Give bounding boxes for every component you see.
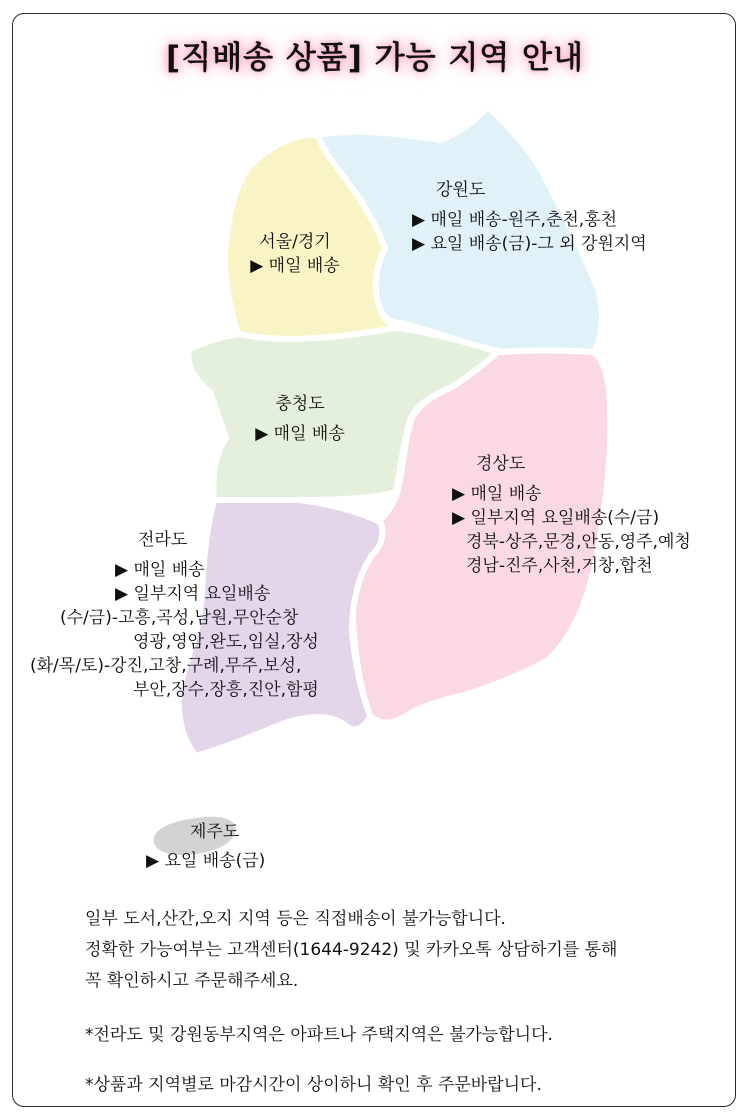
region-seoul-label [230,230,360,278]
region-jeolla-line: ▶ 매일 배송 [115,560,205,580]
region-seoul-name: 서울/경기 [259,232,331,252]
region-chungcheong-line: ▶ 매일 배송 [255,424,345,444]
region-jeju-line: ▶ 요일 배송(금) [146,851,266,871]
region-gangwon-name: 강원도 [436,180,486,200]
region-gyeongsang-line: 경북-상주,문경,안동,영주,예청 [466,532,691,552]
notice-text: 일부 도서,산간,오지 지역 등은 직접배송이 불가능합니다. [85,909,506,929]
notice-text: *상품과 지역별로 마감시간이 상이하니 확인 후 주문바랍니다. [85,1075,542,1095]
notice-text: 꼭 확인하시고 주문해주세요. [85,971,299,991]
region-gyeongsang-line: 경남-진주,사천,거창,합천 [466,556,653,576]
notice-text: 정확한 가능여부는 고객센터(1644-9242) 및 카카오톡 상담하기를 통해 [85,940,618,960]
region-chungcheong-name: 충청도 [275,394,325,414]
page-title: [직배송 상품] 가능 지역 안내 [166,40,584,76]
region-jeolla-line: 부안,장수,장흥,진안,함평 [133,680,319,700]
region-jeju-name: 제주도 [190,822,240,842]
region-jeolla-line: 영광,영암,완도,임실,장성 [133,632,319,652]
region-gyeongsang-line: ▶ 매일 배송 [452,484,542,504]
region-jeolla-line: (화/목/토)-강진,고창,구례,무주,보성, [30,656,302,676]
region-jeolla-line: (수/금)-고흥,곡성,남원,무안순창 [60,608,299,628]
region-gangwon-line: ▶ 요일 배송(금)-그 외 강원지역 [412,234,647,254]
region-gyeongsang-name: 경상도 [476,454,526,474]
region-gangwon-label [412,178,647,256]
region-gyeongsang-label [452,452,691,578]
region-seoul-line: ▶ 매일 배송 [250,256,340,276]
region-gyeongsang-line: ▶ 일부지역 요일배송(수/금) [452,508,660,528]
region-gangwon-line: ▶ 매일 배송-원주,춘천,홍천 [412,210,618,230]
region-jeolla-line: ▶ 일부지역 요일배송 [115,584,271,604]
notice-text: *전라도 및 강원동부지역은 아파트나 주택지역은 불가능합니다. [85,1025,553,1045]
region-jeolla-name: 전라도 [138,530,188,550]
region-chungcheong-label [235,392,365,446]
